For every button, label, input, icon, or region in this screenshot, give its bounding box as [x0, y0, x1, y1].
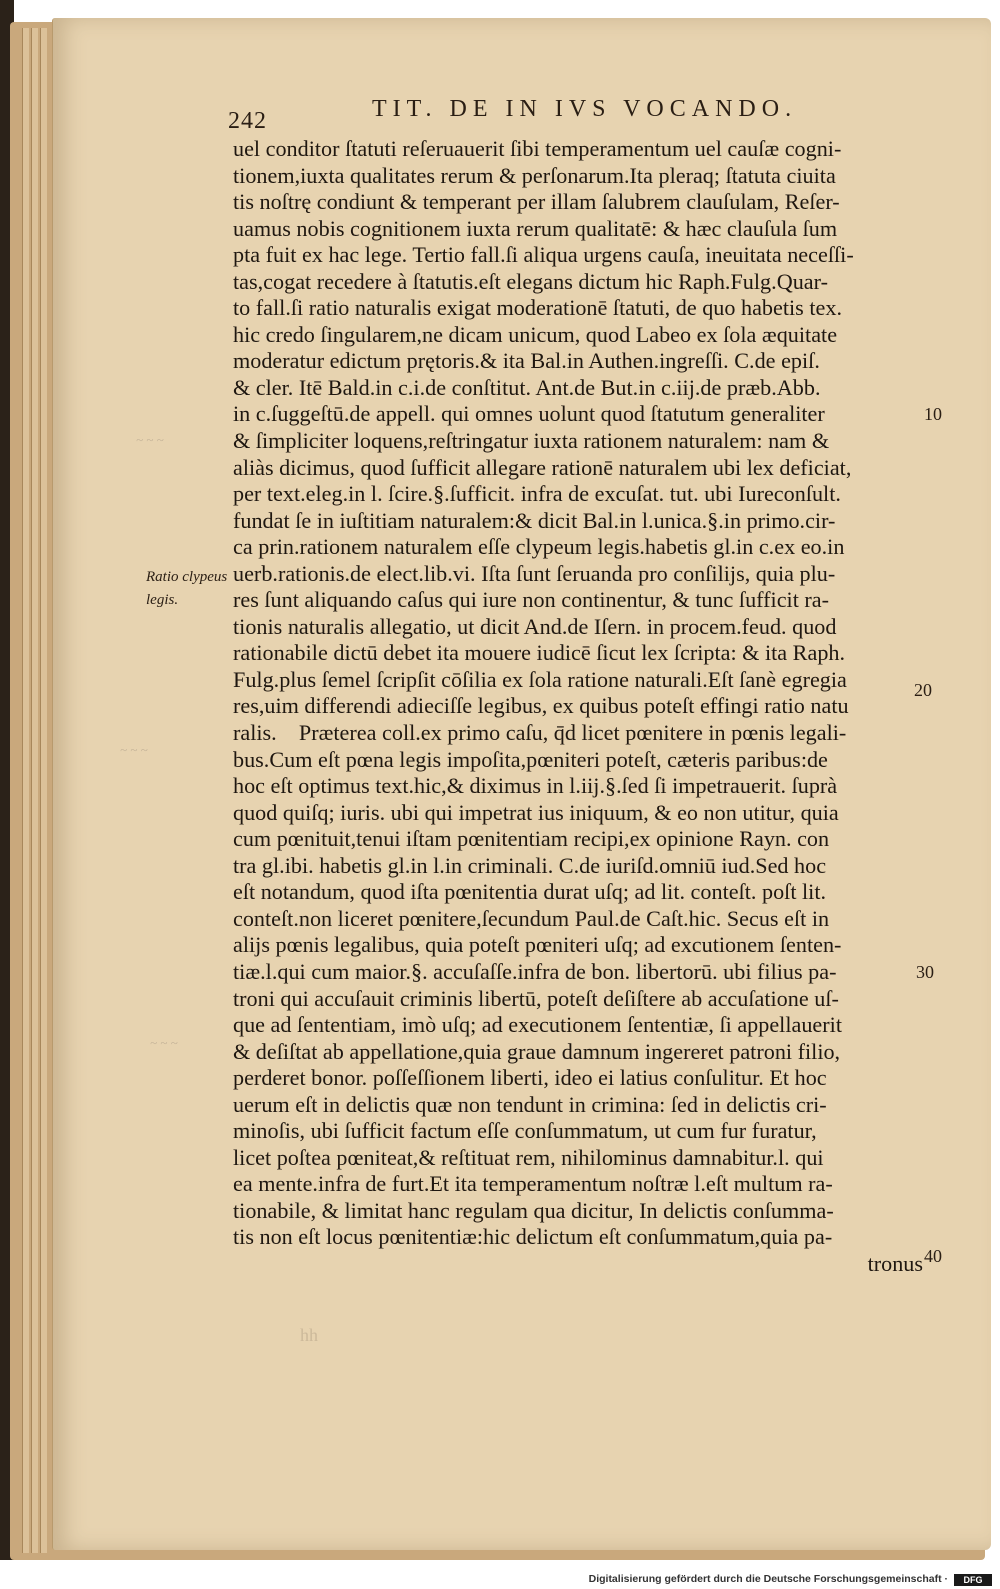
text-line: uel conditor ſtatuti reſeruauerit ſibi temperamentum uel cauſæ cogni-	[233, 136, 842, 161]
text-line: res,uim differendi adieciſſe legibus, ex quibus poteſt effingi ratio natu	[233, 693, 849, 719]
text-line: tionis naturalis allegatio, ut dicit And.de Iſern. in procem.feud. quod	[233, 613, 837, 639]
text-line: res ſunt aliquando caſus qui iure non continentur, & tunc ſufficit ra-	[233, 587, 830, 613]
line-number: 40	[924, 1246, 942, 1266]
marginal-note	[146, 566, 227, 612]
text-line: fundat ſe in iuſtitiam naturalem:& dicit Bal.in l.unica.§.in primo.cir-	[233, 507, 836, 533]
text-line: bus.Cum eſt pœna legis impoſita,pœniteri poteſt, cæteris paribus:de	[233, 746, 828, 772]
marginal-note-line: Ratio clypeus	[146, 569, 228, 585]
text-line: aliàs dicimus, quod ſufficit allegare rationē naturalem ubi lex deficiat,	[233, 454, 852, 480]
text-line: uerum eſt in delictis quæ non tendunt in crimina: ſed in delictis cri-	[233, 1091, 827, 1117]
page-edge	[40, 28, 47, 1553]
text-line: tionabile, & limitat hanc regulam qua dicitur, In delictis conſumma-	[233, 1197, 834, 1223]
text-line: tra gl.ibi. habetis gl.in l.in criminali. C.de iuriſd.omniū iud.Sed hoc	[233, 852, 827, 878]
text-line: tas,cogat recedere à ſtatutis.eſt elegans dictum hic Raph.Fulg.Quar-	[233, 268, 828, 294]
dfg-logo: DFG	[954, 1574, 992, 1586]
catchword: tronus	[867, 1250, 923, 1276]
text-line: per text.eleg.in l. ſcire.§.ſufficit. infra de excuſat. tut. ubi Iureconſult.	[233, 481, 841, 507]
text-line: tis noſtrę condiunt & temperant per illam ſalubrem clauſulam, Reſer-	[233, 189, 840, 215]
text-line: cum pœnituit,tenui iſtam pœnitentiam recipi,ex opinione Rayn. con	[233, 826, 830, 852]
text-line: uerb.rationis.de elect.lib.vi. Iſta ſunt ſeruanda pro conſilijs, quia plu-	[233, 560, 836, 586]
page-edge	[22, 28, 29, 1553]
text-line: que ad ſententiam, imò uſq; ad executionem ſententiæ, ſi appellauerit	[233, 1012, 842, 1038]
text-line: minoſis, ubi ſufficit factum eſſe conſummatum, ut cum fur furatur,	[233, 1118, 817, 1144]
text-line: hoc eſt optimus text.hic,& diximus in l.iij.§.ſed ſi impetrauerit. ſuprà	[233, 773, 838, 799]
bleed-through-mark: ~ ~ ~	[150, 1035, 178, 1050]
text-line: troni qui accuſauit criminis libertū, poteſt deſiſtere ab accuſatione uſ-	[233, 985, 839, 1011]
text-line: & deſiſtat ab appellatione,quia graue damnum ingereret patroni filio,	[233, 1038, 841, 1064]
text-line: ralis. Præterea coll.ex primo caſu, q̄d licet pœnitere in pœnis legali-	[233, 720, 847, 746]
folio-number: 242	[228, 108, 267, 134]
line-number: 10	[924, 404, 942, 424]
text-line: & cler. Itē Bald.in c.i.de conſtitut. Ant.de But.in c.iij.de præb.Abb.	[233, 374, 821, 400]
page-edge	[31, 28, 38, 1553]
marginal-note-line: legis.	[146, 592, 179, 608]
body-text	[233, 136, 923, 1278]
text-line: hic credo ſingularem,ne dicam unicum, quod Labeo ex ſola æquitate	[233, 321, 838, 347]
text-line: licet poſtea pœniteat,& reſtituat rem, nihilominus damnabitur.l. qui	[233, 1144, 824, 1170]
text-line: ca prin.rationem naturalem eſſe clypeum legis.habetis gl.in c.ex eo.in	[233, 534, 845, 560]
text-line: conteſt.non liceret pœnitere,ſecundum Paul.de Caſt.hic. Secus eſt in	[233, 905, 830, 931]
text-line: alijs pœnis legalibus, quia poteſt pœniteri uſq; ad excutionem ſenten-	[233, 932, 842, 958]
text-line: pta fuit ex hac lege. Tertio fall.ſi aliqua urgens cauſa, ineuitata neceſſi-	[233, 242, 854, 268]
text-line: tis non eſt locus pœnitentiæ:hic delictum eſt conſummatum,quia pa-	[233, 1224, 833, 1250]
text-line: in c.ſuggeſtū.de appell. qui omnes uolunt quod ſtatutum generaliter	[233, 401, 825, 427]
text-line: perderet bonor. poſſeſſionem liberti, ideo ei latius conſulitur. Et hoc	[233, 1065, 827, 1091]
text-line: eſt notandum, quod iſta pœnitentia durat uſq; ad lit. conteſt. poſt lit.	[233, 879, 827, 905]
bleed-through-mark: hh	[300, 1325, 318, 1345]
text-line: & ſimpliciter loquens,reſtringatur iuxta rationem naturalem: nam &	[233, 428, 830, 454]
running-head: TIT. DE IN IVS VOCANDO.	[372, 96, 798, 122]
text-line: tiæ.l.qui cum maior.§. accuſaſſe.infra de bon. libertorū. ubi filius pa-	[233, 958, 837, 984]
text-line: moderatur edictum prętoris.& ita Bal.in Authen.ingreſſi. C.de epiſ.	[233, 348, 820, 374]
bleed-through-mark: ~ ~ ~	[136, 432, 164, 447]
text-line: to fall.ſi ratio naturalis exigat moderationē ſtatuti, de quo habetis tex.	[233, 295, 842, 321]
text-line: quod quiſq; iuris. ubi qui impetrat ius iniquum, & eo non utitur, quia	[233, 799, 839, 825]
text-line: ea mente.infra de furt.Et ita temperamentum noſtræ l.eſt multum ra-	[233, 1171, 833, 1197]
line-number: 20	[914, 680, 932, 700]
text-line: Fulg.plus ſemel ſcripſit cōſilia ex ſola ratione naturali.Eſt ſanè egregia	[233, 666, 847, 692]
text-line: rationabile dictū debet ita mouere iudicē ſicut lex ſcripta: & ita Raph.	[233, 640, 846, 666]
text-line: tionem,iuxta qualitates rerum & perſonarum.Ita pleraq; ſtatuta ciuita	[233, 162, 836, 188]
text-line: uamus nobis cognitionem iuxta rerum qualitatē: & hæc clauſula ſum	[233, 215, 838, 241]
line-number: 30	[916, 962, 934, 982]
footer-bar	[0, 1572, 1000, 1589]
bleed-through-mark: ~ ~ ~	[120, 742, 148, 757]
funding-credit: Digitalisierung gefördert durch die Deutsche Forschungsgemeinschaft ·	[588, 1573, 948, 1585]
